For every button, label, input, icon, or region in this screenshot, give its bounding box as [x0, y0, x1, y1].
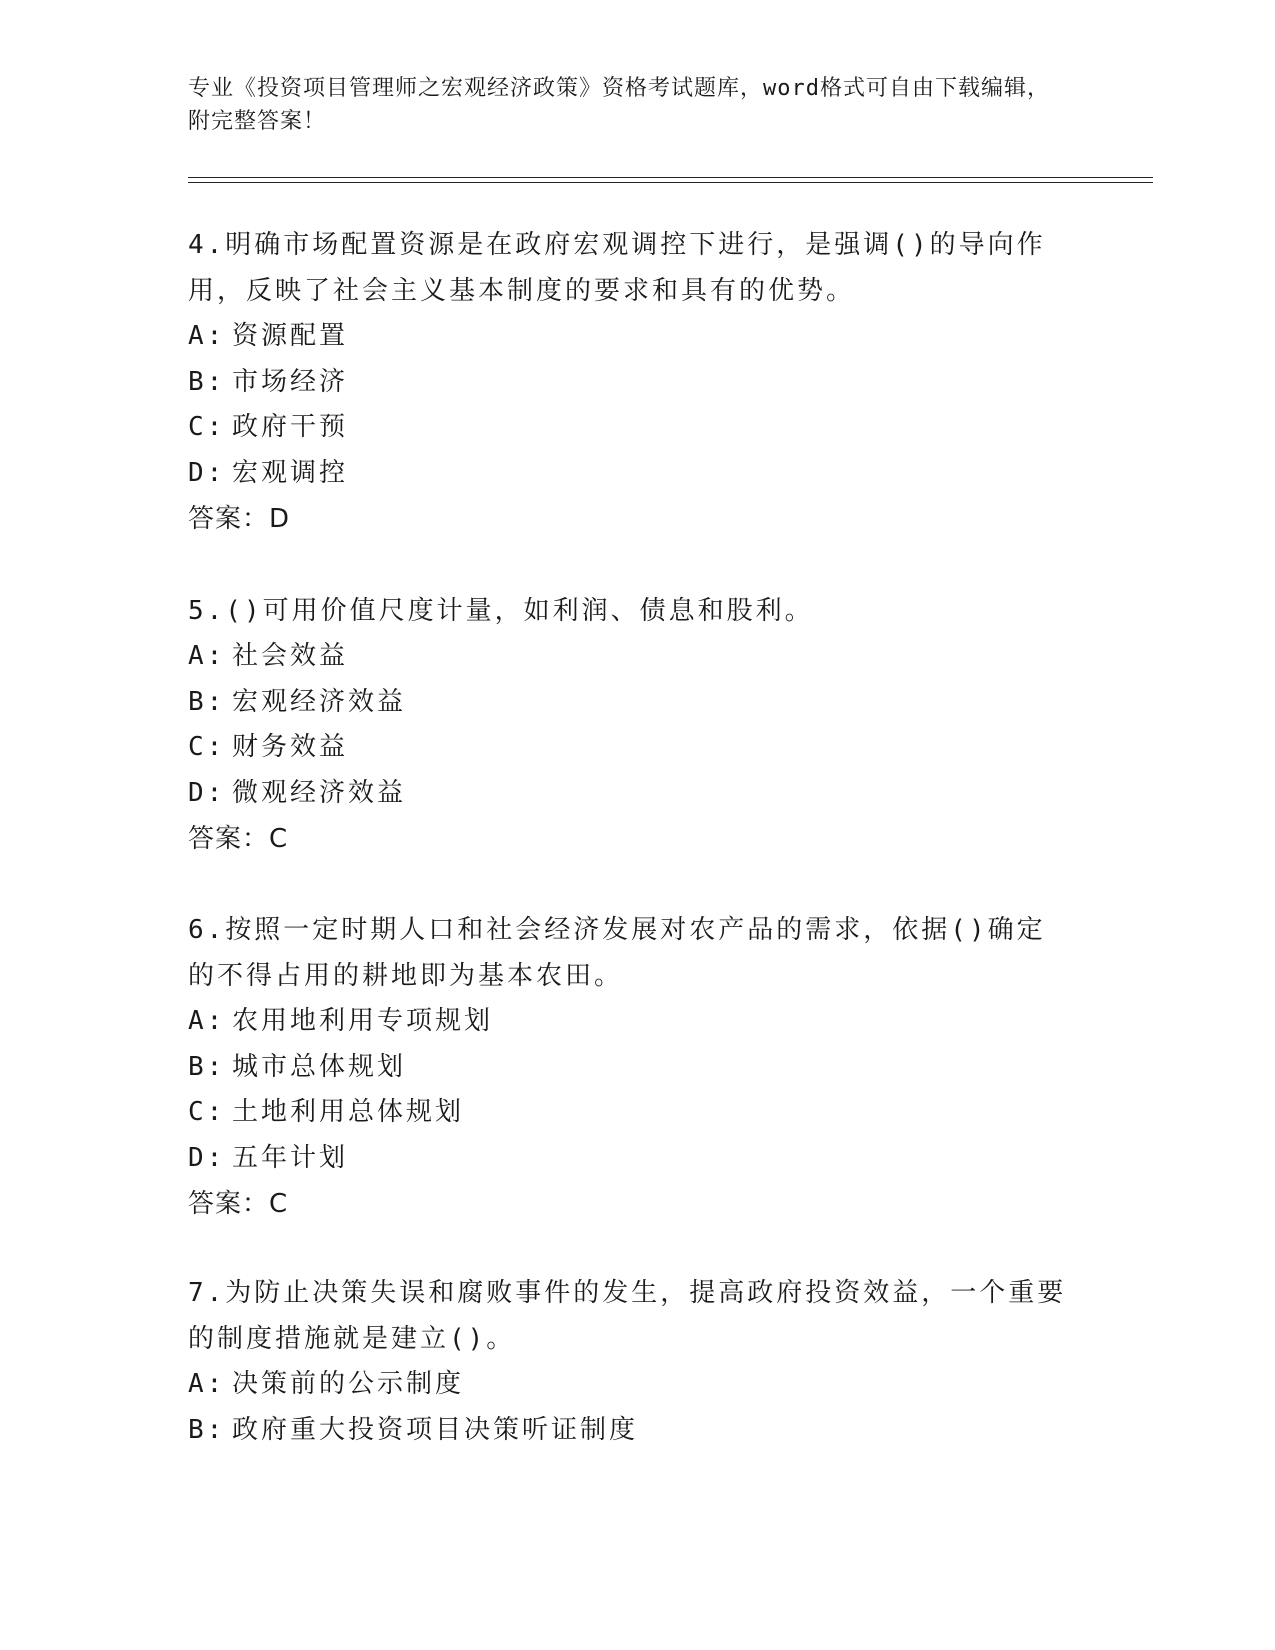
option-key: A: [188, 641, 226, 671]
option-key: B: [188, 366, 226, 397]
answer-line: 答案：D [188, 504, 291, 534]
option-key: A: [188, 321, 226, 351]
option-b [188, 680, 1068, 726]
option-c [188, 1090, 1068, 1136]
question-7 [188, 1270, 1068, 1453]
option-text: 宏观经济效益 [232, 686, 407, 717]
option-a [188, 999, 1068, 1045]
option-c [188, 405, 1068, 451]
option-key: A: [188, 1369, 226, 1399]
option-text: 土地利用总体规划 [232, 1097, 465, 1127]
option-text: 农用地利用专项规划 [232, 1006, 494, 1036]
option-b [188, 1045, 1068, 1091]
question-text: 4.明确市场配置资源是在政府宏观调控下进行，是强调()的导向作用，反映了社会主义基本制度的要求和具有的优势。 [188, 230, 1046, 306]
question-text: 6.按照一定时期人口和社会经济发展对农产品的需求，依据()确定的不得占用的耕地即为基本农田。 [188, 915, 1046, 991]
header-divider [188, 177, 1153, 183]
question-6 [188, 907, 1068, 1227]
option-key: D: [188, 777, 226, 808]
option-a [188, 1362, 1068, 1408]
option-text: 城市总体规划 [232, 1051, 407, 1082]
option-key: B: [188, 686, 226, 717]
question-text: 5.()可用价值尺度计量，如利润、债息和股利。 [188, 596, 814, 626]
option-key: C: [188, 412, 226, 442]
option-a [188, 314, 1068, 360]
answer-line: 答案：C [188, 1189, 289, 1219]
option-text: 财务效益 [232, 732, 349, 762]
document-header: 专业《投资项目管理师之宏观经济政策》资格考试题库，word格式可自由下载编辑，附完整答案！ [188, 76, 1050, 134]
option-text: 社会效益 [232, 641, 349, 671]
option-d [188, 451, 1068, 497]
option-text: 宏观调控 [232, 457, 349, 488]
option-key: A: [188, 1006, 226, 1036]
option-a [188, 634, 1068, 680]
option-key: D: [188, 457, 226, 488]
option-text: 微观经济效益 [232, 777, 407, 808]
option-text: 市场经济 [232, 366, 349, 397]
option-text: 资源配置 [232, 321, 349, 351]
option-d [188, 771, 1068, 817]
option-key: C: [188, 732, 226, 762]
option-key: B: [188, 1051, 226, 1082]
option-text: 政府干预 [232, 412, 349, 442]
option-text: 五年计划 [232, 1142, 349, 1173]
option-text: 决策前的公示制度 [232, 1369, 465, 1399]
option-key: D: [188, 1142, 226, 1173]
option-text: 政府重大投资项目决策听证制度 [232, 1414, 639, 1445]
option-key: C: [188, 1097, 226, 1127]
question-text: 7.为防止决策失误和腐败事件的发生，提高政府投资效益，一个重要的制度措施就是建立()。 [188, 1278, 1067, 1354]
answer-line: 答案：C [188, 824, 289, 854]
option-key: B: [188, 1414, 226, 1445]
question-5 [188, 588, 1068, 862]
option-c [188, 725, 1068, 771]
option-b [188, 360, 1068, 406]
question-4 [188, 222, 1068, 542]
option-b [188, 1408, 1068, 1454]
option-d [188, 1136, 1068, 1182]
